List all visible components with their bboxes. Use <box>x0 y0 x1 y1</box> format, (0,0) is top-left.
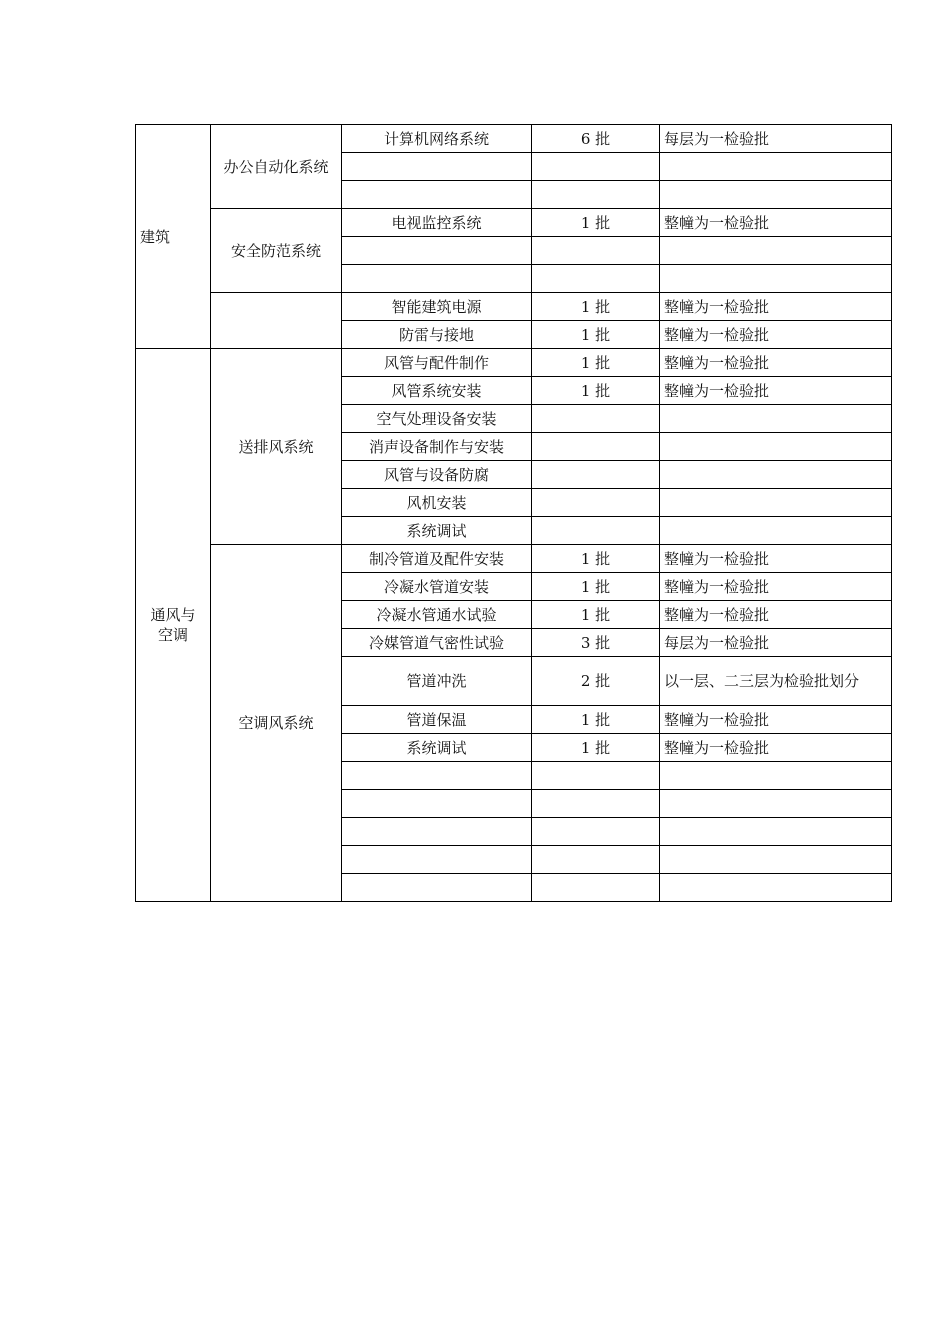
item-cell <box>342 153 532 181</box>
qty-cell <box>532 489 660 517</box>
item-cell: 制冷管道及配件安装 <box>342 545 532 573</box>
qty-cell <box>532 405 660 433</box>
note-cell <box>660 517 892 545</box>
note-cell: 整幢为一检验批 <box>660 601 892 629</box>
qty-cell: 1 批 <box>532 601 660 629</box>
system-air-conditioning: 空调风系统 <box>211 545 342 902</box>
qty-cell <box>532 153 660 181</box>
qty-cell <box>532 846 660 874</box>
note-cell: 以一层、二三层为检验批划分 <box>660 657 892 706</box>
note-cell: 整幢为一检验批 <box>660 293 892 321</box>
item-cell: 管道冲洗 <box>342 657 532 706</box>
qty-cell <box>532 181 660 209</box>
note-cell <box>660 818 892 846</box>
system-power <box>211 293 342 349</box>
item-cell: 风管系统安装 <box>342 377 532 405</box>
table-row <box>136 349 892 377</box>
system-office-automation: 办公自动化系统 <box>211 125 342 209</box>
item-cell <box>342 874 532 902</box>
item-cell <box>342 818 532 846</box>
qty-cell: 1 批 <box>532 545 660 573</box>
qty-cell <box>532 874 660 902</box>
note-cell <box>660 489 892 517</box>
qty-cell: 1 批 <box>532 293 660 321</box>
item-cell: 冷媒管道气密性试验 <box>342 629 532 657</box>
note-cell <box>660 433 892 461</box>
item-cell <box>342 265 532 293</box>
item-cell: 电视监控系统 <box>342 209 532 237</box>
item-cell: 冷凝水管通水试验 <box>342 601 532 629</box>
item-cell: 智能建筑电源 <box>342 293 532 321</box>
table-row <box>136 209 892 237</box>
note-cell <box>660 461 892 489</box>
item-cell <box>342 762 532 790</box>
qty-cell <box>532 237 660 265</box>
qty-cell: 1 批 <box>532 321 660 349</box>
table-row <box>136 293 892 321</box>
item-cell: 计算机网络系统 <box>342 125 532 153</box>
note-cell: 整幢为一检验批 <box>660 349 892 377</box>
item-cell: 风管与配件制作 <box>342 349 532 377</box>
item-cell: 管道保温 <box>342 706 532 734</box>
system-ventilation: 送排风系统 <box>211 349 342 545</box>
qty-cell <box>532 818 660 846</box>
qty-cell <box>532 790 660 818</box>
note-cell <box>660 153 892 181</box>
item-cell <box>342 790 532 818</box>
note-cell <box>660 405 892 433</box>
note-cell: 整幢为一检验批 <box>660 209 892 237</box>
note-cell: 整幢为一检验批 <box>660 734 892 762</box>
qty-cell <box>532 265 660 293</box>
item-cell: 防雷与接地 <box>342 321 532 349</box>
qty-cell: 1 批 <box>532 349 660 377</box>
item-cell <box>342 181 532 209</box>
item-cell: 冷凝水管道安装 <box>342 573 532 601</box>
item-cell: 风管与设备防腐 <box>342 461 532 489</box>
note-cell <box>660 265 892 293</box>
qty-cell <box>532 461 660 489</box>
note-cell <box>660 790 892 818</box>
note-cell: 每层为一检验批 <box>660 125 892 153</box>
qty-cell: 1 批 <box>532 573 660 601</box>
note-cell: 整幢为一检验批 <box>660 321 892 349</box>
note-cell: 整幢为一检验批 <box>660 545 892 573</box>
note-cell <box>660 237 892 265</box>
item-cell: 系统调试 <box>342 734 532 762</box>
qty-cell <box>532 762 660 790</box>
item-cell: 空气处理设备安装 <box>342 405 532 433</box>
note-cell: 整幢为一检验批 <box>660 573 892 601</box>
item-cell <box>342 237 532 265</box>
qty-cell: 3 批 <box>532 629 660 657</box>
inspection-lot-table <box>135 124 892 902</box>
note-cell: 每层为一检验批 <box>660 629 892 657</box>
table-row <box>136 125 892 153</box>
note-cell: 整幢为一检验批 <box>660 706 892 734</box>
qty-cell: 1 批 <box>532 377 660 405</box>
note-cell <box>660 762 892 790</box>
item-cell: 消声设备制作与安装 <box>342 433 532 461</box>
qty-cell: 6 批 <box>532 125 660 153</box>
qty-cell: 1 批 <box>532 209 660 237</box>
qty-cell: 1 批 <box>532 706 660 734</box>
item-cell <box>342 846 532 874</box>
item-cell: 系统调试 <box>342 517 532 545</box>
qty-cell <box>532 433 660 461</box>
qty-cell: 2 批 <box>532 657 660 706</box>
note-cell: 整幢为一检验批 <box>660 377 892 405</box>
note-cell <box>660 846 892 874</box>
system-security: 安全防范系统 <box>211 209 342 293</box>
item-cell: 风机安装 <box>342 489 532 517</box>
category-building: 建筑 <box>136 125 211 349</box>
table-row <box>136 545 892 573</box>
qty-cell: 1 批 <box>532 734 660 762</box>
qty-cell <box>532 517 660 545</box>
note-cell <box>660 181 892 209</box>
note-cell <box>660 874 892 902</box>
category-hvac <box>136 349 211 902</box>
category-hvac-label: 通风与 空调 <box>150 606 196 644</box>
